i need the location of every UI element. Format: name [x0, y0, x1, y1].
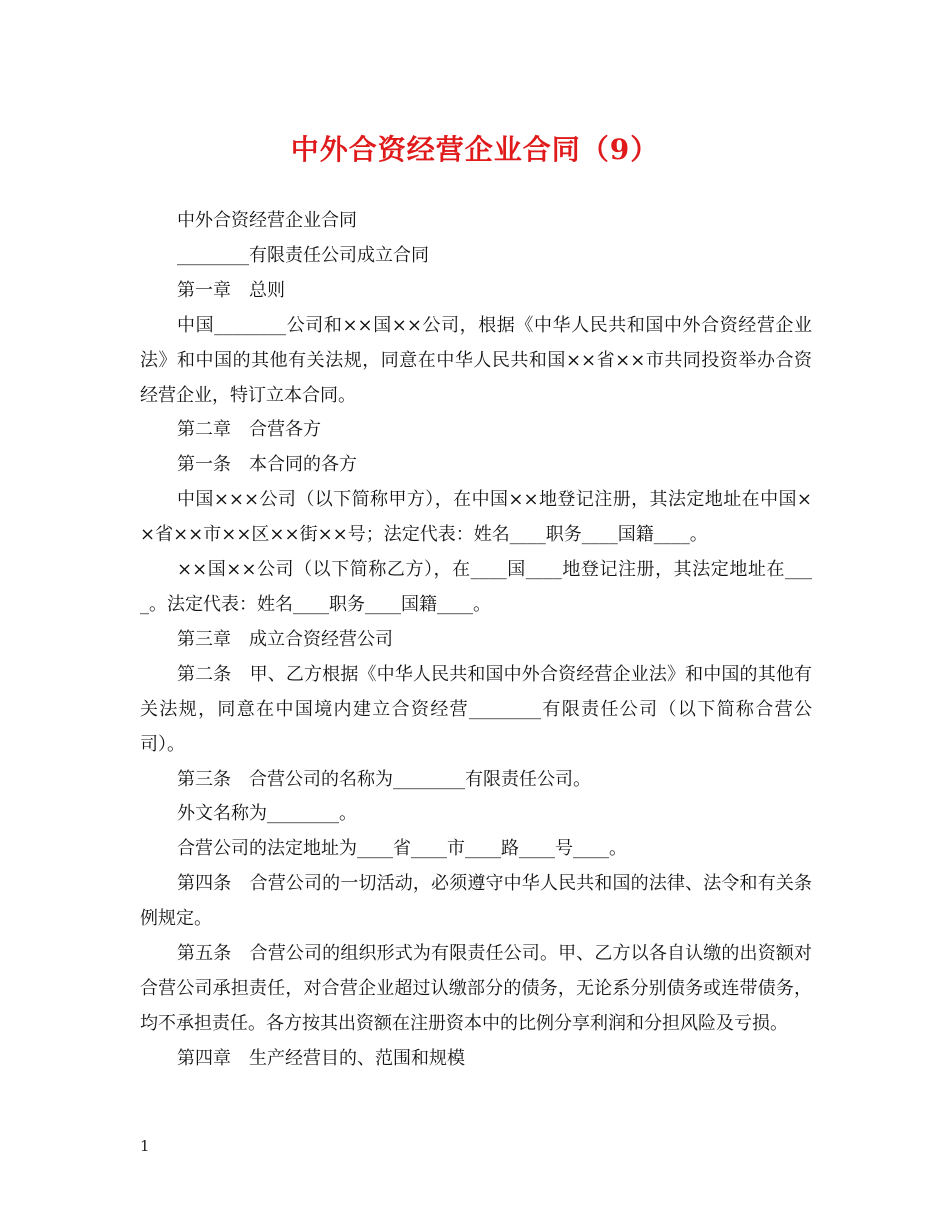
- page-number: 1: [140, 1137, 150, 1155]
- paragraph: ________有限责任公司成立合同: [177, 244, 429, 266]
- paragraph: ××国××公司（以下简称乙方），在____国____地登记注册，其法定地址在____。法定代表：姓名____职务____国籍____。: [140, 559, 812, 615]
- paragraph: 中外合资经营企业合同: [177, 210, 357, 231]
- paragraph: 第一章 总则: [177, 279, 285, 301]
- paragraph: 第二条 甲、乙方根据《中华人民共和国中外合资经营企业法》和中国的其他有关法规，同意在中国境内建立合资经营________有限责任公司（以下简称合营公司）。: [140, 663, 812, 755]
- paragraph: 第三条 合营公司的名称为________有限责任公司。: [177, 768, 591, 790]
- paragraph: 第五条 合营公司的组织形式为有限责任公司。甲、乙方以各自认缴的出资额对合营公司承担责任，对合营企业超过认缴部分的债务，无论系分别债务或连带债务，均不承担责任。各方按其出资额在注册资本中的比例分享利润和分担风险及亏损。: [140, 943, 812, 1034]
- paragraph: 第一条 本合同的各方: [177, 454, 357, 476]
- paragraph: 第三章 成立合资经营公司: [177, 628, 393, 650]
- paragraph: 中国×××公司（以下简称甲方），在中国××地登记注册，其法定地址在中国××省××市××区××街××号；法定代表：姓名____职务____国籍____。: [140, 489, 812, 546]
- paragraph: 第四条 合营公司的一切活动，必须遵守中华人民共和国的法律、法令和有关条例规定。: [140, 873, 812, 930]
- paragraph: 外文名称为________。: [177, 803, 357, 825]
- paragraph: 中国________公司和××国××公司，根据《中华人民共和国中外合资经营企业法》和中国的其他有关法规，同意在中华人民共和国××省××市共同投资举办合资经营企业，特订立本合同。: [140, 314, 812, 406]
- paragraph: 合营公司的法定地址为____省____市____路____号____。: [177, 838, 627, 860]
- paragraph: 第二章 合营各方: [177, 419, 321, 441]
- document-title: 中外合资经营企业合同（9）: [290, 133, 660, 166]
- paragraph: 第四章 生产经营目的、范围和规模: [177, 1047, 465, 1069]
- document-body: [140, 204, 812, 1077]
